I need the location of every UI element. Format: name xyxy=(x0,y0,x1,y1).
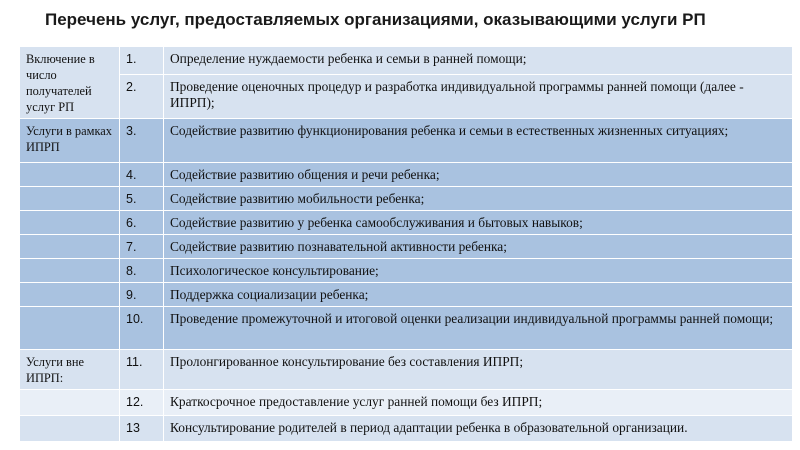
service-text: Содействие развитию познавательной активности ребенка; xyxy=(164,235,793,259)
services-table xyxy=(19,46,793,442)
row-number: 4. xyxy=(120,163,164,187)
row-number: 8. xyxy=(120,259,164,283)
table-row xyxy=(20,187,793,211)
row-number: 3. xyxy=(120,119,164,163)
service-text: Проведение промежуточной и итоговой оценки реализации индивидуальной программы ранней помощи; xyxy=(164,307,793,350)
category-cell-empty xyxy=(20,235,120,259)
table-row xyxy=(20,307,793,350)
category-cell: Включение в число получателей услуг РП xyxy=(20,47,120,119)
table-row xyxy=(20,47,793,75)
row-number: 2. xyxy=(120,74,164,118)
row-number: 10. xyxy=(120,307,164,350)
table-row xyxy=(20,119,793,163)
row-number: 1. xyxy=(120,47,164,75)
service-text: Поддержка социализации ребенка; xyxy=(164,283,793,307)
table-row xyxy=(20,163,793,187)
category-cell-empty xyxy=(20,163,120,187)
category-cell-empty xyxy=(20,187,120,211)
service-text: Содействие развитию у ребенка самообслуживания и бытовых навыков; xyxy=(164,211,793,235)
row-number: 5. xyxy=(120,187,164,211)
service-text: Содействие развитию мобильности ребенка; xyxy=(164,187,793,211)
service-text: Психологическое консультирование; xyxy=(164,259,793,283)
table-row xyxy=(20,350,793,390)
category-cell-empty xyxy=(20,259,120,283)
table-row xyxy=(20,259,793,283)
row-number: 11. xyxy=(120,350,164,390)
category-cell-empty xyxy=(20,390,120,416)
category-cell: Услуги в рамках ИПРП xyxy=(20,119,120,163)
row-number: 13 xyxy=(120,416,164,442)
row-number: 6. xyxy=(120,211,164,235)
category-cell-empty xyxy=(20,416,120,442)
service-text: Проведение оценочных процедур и разработка индивидуальной программы ранней помощи (далее - ИПРП); xyxy=(164,74,793,118)
row-number: 12. xyxy=(120,390,164,416)
table-row xyxy=(20,283,793,307)
page-title: Перечень услуг, предоставляемых организациями, оказывающими услуги РП xyxy=(45,10,706,29)
category-cell-empty xyxy=(20,211,120,235)
service-text: Определение нуждаемости ребенка и семьи в ранней помощи; xyxy=(164,47,793,75)
table-row xyxy=(20,211,793,235)
service-text: Содействие развитию общения и речи ребенка; xyxy=(164,163,793,187)
category-cell-empty xyxy=(20,283,120,307)
category-cell-empty xyxy=(20,307,120,350)
service-text: Пролонгированное консультирование без составления ИПРП; xyxy=(164,350,793,390)
row-number: 9. xyxy=(120,283,164,307)
table-row xyxy=(20,74,793,118)
table-row xyxy=(20,235,793,259)
service-text: Содействие развитию функционирования ребенка и семьи в естественных жизненных ситуациях; xyxy=(164,119,793,163)
service-text: Консультирование родителей в период адаптации ребенка в образовательной организации. xyxy=(164,416,793,442)
category-cell: Услуги вне ИПРП: xyxy=(20,350,120,390)
table-row xyxy=(20,416,793,442)
table-row xyxy=(20,390,793,416)
service-text: Краткосрочное предоставление услуг ранней помощи без ИПРП; xyxy=(164,390,793,416)
row-number: 7. xyxy=(120,235,164,259)
